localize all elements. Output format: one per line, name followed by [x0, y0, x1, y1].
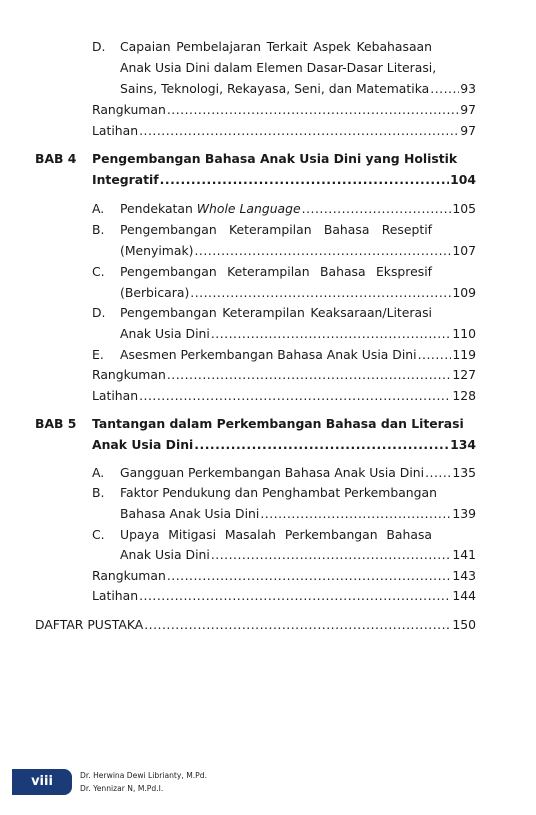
toc-item-e-label: E. [92, 347, 104, 362]
toc-item-d-line2: Anak Usia Dini dalam Elemen Dasar-Dasar Literasi, [120, 60, 437, 75]
toc-item-b-line2[interactable]: (Menyimak) ..... 107 [120, 242, 476, 260]
bab4-title-line1: Pengembangan Bahasa Anak Usia Dini yang Holistik [92, 151, 458, 166]
page-number: 139 [452, 506, 476, 521]
page-number: 104 [450, 172, 476, 187]
page-number: 97 [460, 102, 476, 117]
toc-daftar-pustaka[interactable]: DAFTAR PUSTAKA ..... 150 [35, 616, 476, 634]
bab5-label: BAB 5 [35, 416, 77, 431]
toc-item-d-line3[interactable]: Sains, Teknologi, Rekayasa, Seni, dan Matematika ..... 93 [120, 80, 476, 98]
page-number: 119 [452, 347, 476, 362]
toc-item-5c-label: C. [92, 527, 105, 542]
page-number: 134 [450, 437, 476, 452]
author-name-2: Dr. Yennizar N, M.Pd.I. [80, 784, 164, 793]
page-number: 150 [452, 617, 476, 632]
page-number: 109 [452, 285, 476, 300]
toc-item-d4-label: D. [92, 305, 106, 320]
toc-item-5b-label: B. [92, 485, 105, 500]
toc-rangkuman-5[interactable]: Rangkuman ..... 143 [92, 567, 476, 585]
toc-item-d4-line1: Pengembangan Keterampilan Keaksaraan/Literasi [120, 305, 432, 320]
toc-item-5c-line1: Upaya Mitigasi Masalah Perkembangan Bahasa [120, 527, 432, 542]
page-number: 143 [452, 568, 476, 583]
page-number: 128 [452, 388, 476, 403]
bab5-title-line1: Tantangan dalam Perkembangan Bahasa dan Literasi [92, 416, 464, 431]
toc-latihan-4[interactable]: Latihan ..... 128 [92, 387, 476, 405]
toc-item-5a-label: A. [92, 465, 105, 480]
toc-latihan-5[interactable]: Latihan ..... 144 [92, 587, 476, 605]
page-number-badge: viii [12, 769, 72, 795]
toc-item-5b-line1: Faktor Pendukung dan Penghambat Perkembangan [120, 485, 437, 500]
page-number: 144 [452, 588, 476, 603]
toc-item-c-line2[interactable]: (Berbicara) ..... 109 [120, 284, 476, 302]
page-number: 110 [452, 326, 476, 341]
page-number: 105 [452, 201, 476, 216]
bab4-title-line2[interactable]: Integratif ..... 104 [92, 171, 476, 189]
toc-rangkuman-3[interactable]: Rangkuman ..... 97 [92, 101, 476, 119]
toc-item-whole-language[interactable]: Pendekatan Whole Language ..... 105 [120, 200, 476, 218]
toc-item-c-line1: Pengembangan Keterampilan Bahasa Ekspresif [120, 264, 432, 279]
toc-item-c-label: C. [92, 264, 105, 279]
toc-item-b-line1: Pengembangan Keterampilan Bahasa Reseptif [120, 222, 432, 237]
toc-item-d-line1: Capaian Pembelajaran Terkait Aspek Kebahasaan [120, 39, 432, 54]
author-name-1: Dr. Herwina Dewi Librianty, M.Pd. [80, 771, 207, 780]
bab4-label: BAB 4 [35, 151, 77, 166]
toc-item-a-label: A. [92, 201, 105, 216]
page-number: 93 [460, 81, 476, 96]
toc-item-b-label: B. [92, 222, 105, 237]
toc-item-d4-line2[interactable]: Anak Usia Dini ..... 110 [120, 325, 476, 343]
toc-item-5b-line2[interactable]: Bahasa Anak Usia Dini ..... 139 [120, 505, 476, 523]
page-number: 127 [452, 367, 476, 382]
toc-item-5a[interactable]: Gangguan Perkembangan Bahasa Anak Usia Dini ..... 135 [120, 464, 476, 482]
toc-item-e[interactable]: Asesmen Perkembangan Bahasa Anak Usia Dini ..... 119 [120, 346, 476, 364]
toc-rangkuman-4[interactable]: Rangkuman ..... 127 [92, 366, 476, 384]
toc-item-d-label: D. [92, 39, 106, 54]
toc-latihan-3[interactable]: Latihan ..... 97 [92, 122, 476, 140]
toc-item-5c-line2[interactable]: Anak Usia Dini ..... 141 [120, 546, 476, 564]
page-number: 107 [452, 243, 476, 258]
page-number: 97 [460, 123, 476, 138]
page-number: 135 [452, 465, 476, 480]
page-number: 141 [452, 547, 476, 562]
bab5-title-line2[interactable]: Anak Usia Dini ..... 134 [92, 436, 476, 454]
